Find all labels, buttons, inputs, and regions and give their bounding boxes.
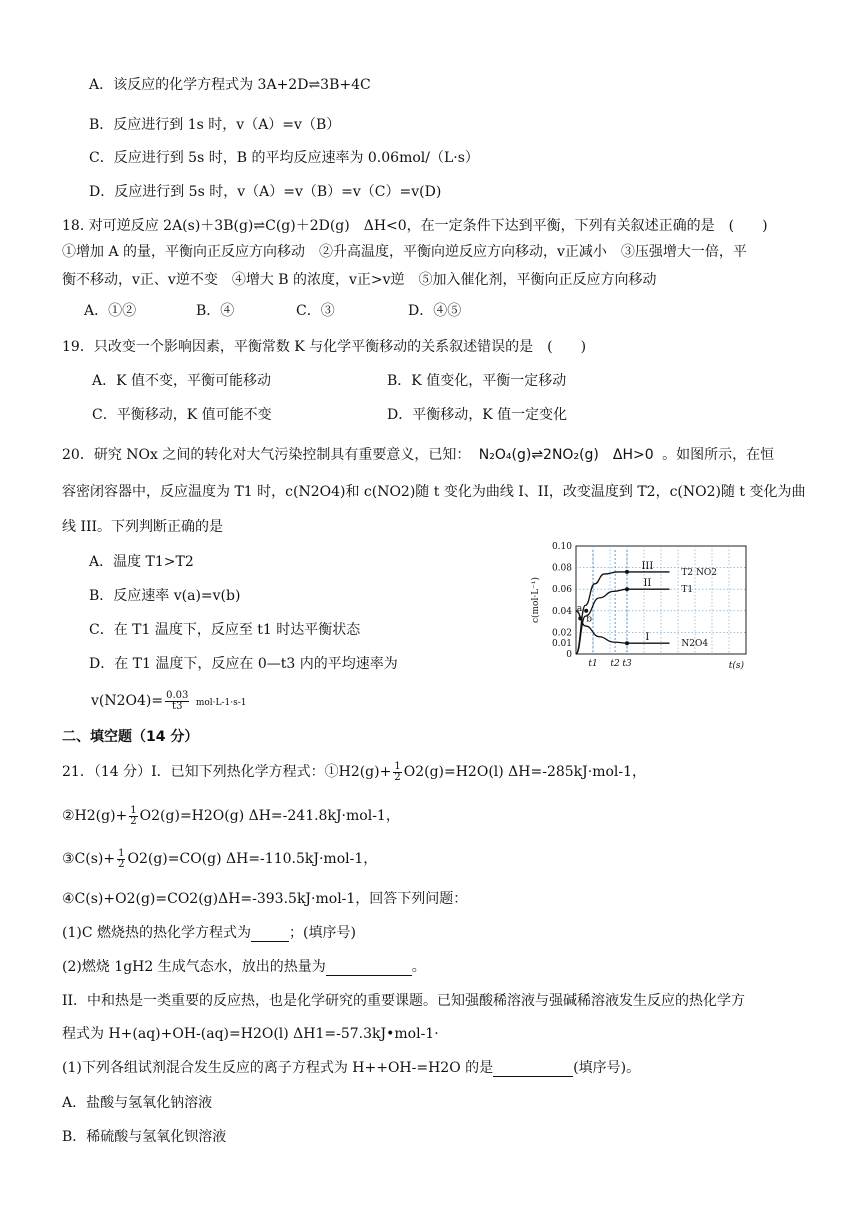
series-end-label: T1	[681, 585, 694, 596]
q19-option-b: B．K 值变化，平衡一定移动	[387, 373, 567, 389]
q21-II-line1: II．中和热是一类重要的反应热，也是化学研究的重要课题。已知强酸稀溶液与强碱稀溶液发生反应的热化学方	[62, 993, 746, 1009]
series-end-label: N2O4	[681, 639, 709, 650]
half-num: 1	[394, 760, 401, 772]
half-fraction-2	[129, 806, 137, 827]
y-tick-label: 0.10	[551, 542, 572, 552]
q18-option-d: D．④⑤	[408, 303, 462, 319]
concentration-time-chart	[524, 536, 754, 676]
q20-stem-line3: 线 III。下列判断正确的是	[62, 519, 224, 535]
series-label-I: I	[645, 632, 650, 644]
q21-head: 21．（14 分）I．已知下列热化学方程式：①H2(g)+	[62, 764, 392, 780]
q21-part2	[62, 958, 426, 976]
x-tick-label: t2	[610, 659, 620, 669]
half-fraction-1	[393, 762, 401, 783]
series-label-III: III	[641, 560, 654, 572]
q19-stem: 19．只改变一个影响因素，平衡常数 K 与化学平衡移动的关系叙述错误的是 ( )	[62, 339, 587, 355]
q20-option-b: B．反应速率 v(a)=v(b)	[89, 588, 241, 604]
y-tick-label: 0.04	[551, 606, 572, 617]
half-num: 1	[118, 847, 125, 859]
q20-stem-line1	[62, 446, 774, 464]
y-tick-label: 0.06	[551, 585, 572, 596]
q20-rate-lhs: v(N2O4)=	[91, 693, 164, 709]
q20-equation: N₂O₄(g)⇌2NO₂(g) ΔH>0	[478, 447, 654, 463]
q17-option-a: A．该反应的化学方程式为 3A+2D⇌3B+4C	[89, 77, 371, 93]
q21-eq3-start: ③C(s)+	[62, 851, 116, 867]
q19-option-d: D．平衡移动，K 值一定变化	[387, 407, 568, 423]
q19-option-a: A．K 值不变，平衡可能移动	[92, 373, 272, 389]
q20-stem-line2: 容密闭容器中，反应温度为 T1 时，c(N2O4)和 c(NO2)随 t 变化为曲线 I、II，改变温度到 T2，c(NO2)随 t 变化为曲	[62, 484, 806, 500]
series-point	[625, 641, 629, 645]
y-axis-label: c(mol·L⁻¹)	[531, 576, 541, 624]
q21-II-part1-text: (1)下列各组试剂混合发生反应的离子方程式为 H++OH-=H2O 的是	[62, 1060, 494, 1076]
q21-eq3: O2(g)=CO(g) ΔH=-110.5kJ·mol-1，	[127, 851, 378, 867]
x-tick-label: t3	[622, 659, 632, 669]
answer-blank-1[interactable]	[251, 927, 289, 942]
q20-rate-num: 0.03	[166, 689, 189, 701]
q20-stem-part1: 20．研究 NOx 之间的转化对大气污染控制具有重要意义，已知：	[62, 447, 471, 463]
half-fraction-3	[117, 849, 125, 870]
q21-II-option-a: A．盐酸与氢氧化钠溶液	[62, 1095, 213, 1111]
q19-option-c: C．平衡移动，K 值可能不变	[92, 407, 272, 423]
y-tick-label: 0.08	[551, 563, 572, 574]
half-num: 1	[130, 804, 137, 816]
answer-blank-3[interactable]	[493, 1062, 573, 1077]
q21-II-line2: 程式为 H+(aq)+OH-(aq)=H2O(l) ΔH1=-57.3kJ•mol-1·	[62, 1026, 439, 1042]
series-label-II: II	[643, 578, 652, 590]
half-den: 2	[130, 815, 137, 827]
q21-part2-suffix: 。	[411, 959, 426, 975]
point-a-label: a	[576, 603, 583, 614]
q18-option-c: C．③	[296, 303, 335, 319]
y-tick-label: 0.02	[551, 628, 572, 639]
q21-part1-text: (1)C 燃烧热的热化学方程式为	[62, 925, 251, 941]
half-den: 2	[394, 771, 401, 783]
y-tick-label: 0.01	[551, 639, 572, 650]
q20-rate-unit: mol·L-1·s-1	[195, 698, 247, 708]
q21-part1-suffix: ；(填序号)	[289, 925, 356, 941]
q17-option-b: B．反应进行到 1s 时，v（A）=v（B）	[89, 117, 341, 133]
point-b-label: b	[586, 614, 592, 625]
q20-option-d: D．在 T1 温度下，反应在 0—t3 内的平均速率为	[89, 656, 398, 672]
series-point	[625, 587, 629, 591]
q21-line1	[62, 758, 646, 786]
q21-eq1: O2(g)=H2O(l) ΔH=-285kJ·mol-1，	[403, 764, 647, 780]
section-two-title: 二、填空题（14 分）	[62, 729, 199, 745]
q18-option-b: B．④	[196, 303, 235, 319]
answer-blank-2[interactable]	[326, 961, 412, 976]
series-end-label: T2 NO2	[681, 567, 717, 578]
q21-eq2: O2(g)=H2O(g) ΔH=-241.8kJ·mol-1，	[139, 808, 400, 824]
q20-chart	[524, 536, 754, 676]
q21-part1	[62, 924, 356, 942]
q20-option-c: C．在 T1 温度下，反应至 t1 时达平衡状态	[89, 622, 361, 638]
q18-stem-line2: ①增加 A 的量，平衡向正反应方向移动 ②升高温度，平衡向逆反应方向移动，v正减小 ③压强增大一倍，平	[62, 244, 747, 260]
q21-II-part1	[62, 1059, 640, 1077]
q18-option-a: A．①②	[84, 303, 137, 319]
q20-rate-fraction	[165, 691, 189, 712]
q17-option-c: C．反应进行到 5s 时，B 的平均反应速率为 0.06mol/（L·s）	[89, 150, 479, 166]
q21-II-part1-suffix: (填序号)。	[573, 1060, 641, 1076]
q20-rate-den: t3	[172, 700, 183, 712]
q21-line4: ④C(s)+O2(g)=CO2(g)ΔH=-393.5kJ·mol-1，回答下列问题：	[62, 891, 468, 907]
q21-eq2-start: ②H2(g)+	[62, 808, 128, 824]
q21-II-option-b: B．稀硫酸与氢氧化钡溶液	[62, 1129, 227, 1145]
q20-rate-formula	[91, 684, 247, 718]
point-a	[578, 616, 582, 620]
q21-line3	[62, 845, 377, 873]
q20-stem-part2: 。如图所示，在恒	[662, 447, 775, 463]
q18-stem-line1: 18. 对可逆反应 2A(s)＋3B(g)⇌C(g)＋2D(g) ΔH<0，在一定条件下达到平衡，下列有关叙述正确的是 ( )	[62, 218, 768, 234]
q18-stem-line3: 衡不移动，v正、v逆不变 ④增大 B 的浓度，v正>v逆 ⑤加入催化剂，平衡向正反应方向移动	[62, 272, 657, 288]
y-tick-label: 0	[566, 650, 572, 660]
x-tick-label: t1	[588, 659, 598, 669]
q21-line2	[62, 802, 400, 830]
q20-option-a: A．温度 T1>T2	[89, 554, 194, 570]
point-b	[584, 609, 588, 613]
q21-part2-text: (2)燃烧 1gH2 生成气态水，放出的热量为	[62, 959, 326, 975]
x-axis-label: t(s)	[728, 661, 744, 671]
series-point	[625, 570, 629, 574]
half-den: 2	[118, 858, 125, 870]
q17-option-d: D．反应进行到 5s 时，v（A）=v（B）=v（C）=v(D)	[89, 184, 442, 200]
